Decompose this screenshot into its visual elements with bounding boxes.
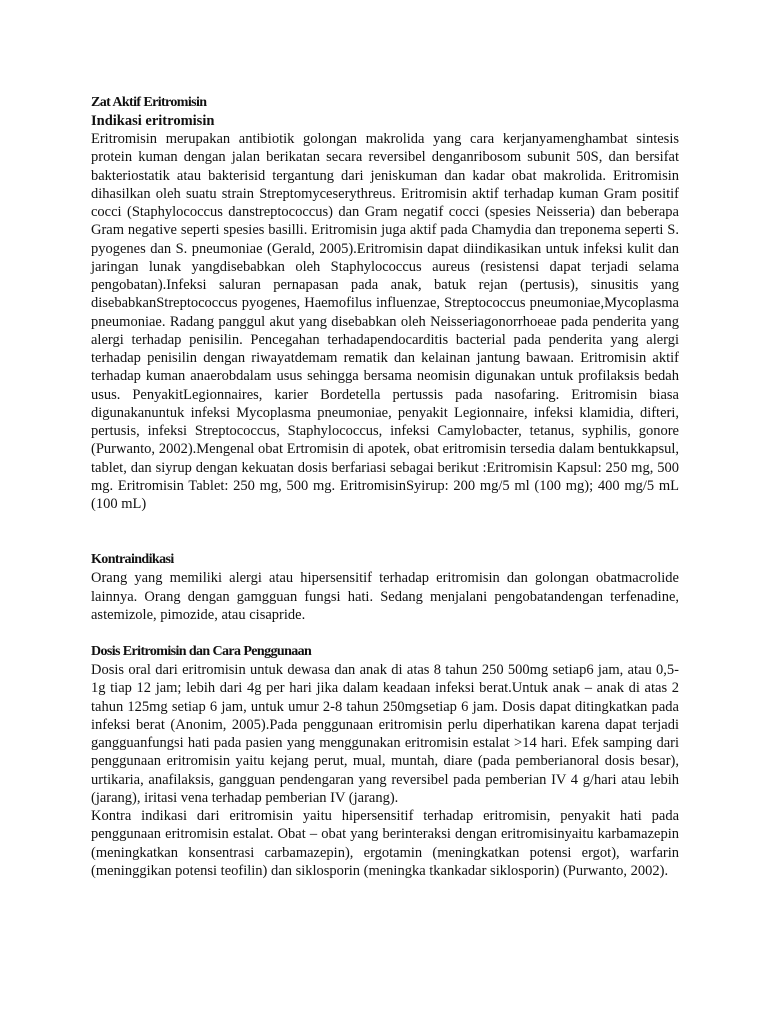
paragraph-kontraindikasi: Orang yang memiliki alergi atau hipersensitif terhadap eritromisin dan golongan obatmacrolide lainnya. Orang dengan gamgguan fungsi hati. Sedang menjalani pengobatandengan terfenadine, astemizole, pimozide, atau cisapride. <box>91 570 679 623</box>
paragraph-indikasi: Eritromisin merupakan antibiotik golongan makrolida yang cara kerjanyamenghambat sintesis protein kuman dengan jalan berikatan secara reversibel denganribosom subunit 50S, dan bersifat bakteriostatik atau bakterisid tergantung dari jeniskuman dan kadar obat makrolida. Eritromisin dihasilkan oleh suatu strain Streptomyceserythreus. Eritromisin aktif terhadap kuman Gram positif cocci (Staphylococcus danstreptococcus) dan Gram negatif cocci (spesies Neisseria) dan beberapa Gram negative seperti spesies basilli. Eritromisin juga aktif pada Chamydia dan treponema seperti S. pyogenes dan S. pneumoniae (Gerald, 2005).Eritromisin dapat diindikasikan untuk infeksi kulit dan jaringan lunak yangdisebabkan oleh Staphylococcus aureus (resistensi dapat terjadi selama pengobatan).Infeksi saluran pernapasan pada anak, batuk rejan (pertusis), sinusitis yang disebabkanStreptococcus pyogenes, Haemofilus influenzae, Streptococcus pneumoniae,Mycoplasma pneumoniae. Radang panggul akut yang disebabkan oleh Neisseriagonorrhoeae pada penderita yang alergi terhadap penisilin. Pencegahan terhadapendocarditis bacterial pada penderita yang alergi terhadap penisilin dengan riwayatdemam rematik dan kelainan jantung bawaan. Eritromisin aktif terhadap kuman anaerobdalam usus sehingga bersama neomisin digunakan untuk profilaksis bedah usus. PenyakitLegionnaires, karier Bordetella pertussis pada nasofaring. Eritromisin biasa digunakanuntuk infeksi Mycoplasma pneumoniae, penyakit Legionnaire, infeksi klamidia, difteri, pertusis, infeksi Streptococcus, Staphylococcus, infeksi Camylobacter, tetanus, syphilis, gonore (Purwanto, 2002).Mengenal obat Ertromisin di apotek, obat eritromisin tersedia dalam bentukkapsul, tablet, dan siyrup dengan kekuatan dosis berfariasi sebagai berikut :Eritromisin Kapsul: 250 mg, 500 mg. Eritromisin Tablet: 250 mg, 500 mg. EritromisinSyirup: 200 mg/5 ml (100 mg); 400 mg/5 mL (100 mL) <box>91 131 679 512</box>
section-spacer <box>91 624 679 643</box>
paragraph-kontra-indikasi-interaksi: Kontra indikasi dari eritromisin yaitu hipersensitif terhadap eritromisin, penyakit hati pada penggunaan eritromisin estalat. Obat – obat yang berinteraksi dengan eritromisinyaitu karbamazepin (meningkatkan konsentrasi carbamazepin), ergotamin (meningkatkan potensi ergot), warfarin (meninggikan potensi teofilin) dan siklosporin (meningka tkankadar siklosporin) (Purwanto, 2002). <box>91 808 679 879</box>
paragraph-dosis: Dosis oral dari eritromisin untuk dewasa dan anak di atas 8 tahun 250 500mg setiap6 jam, atau 0,5-1g tiap 12 jam; lebih dari 4g per hari jika dalam keadaan infeksi berat.Untuk anak – anak di atas 2 tahun 125mg setiap 6 jam, untuk umur 2-8 tahun 250mgsetiap 6 jam. Dosis dapat ditingkatkan pada infeksi berat (Anonim, 2005).Pada penggunaan eritromisin perlu diperhatikan karena dapat terjadi gangguanfungsi hati pada pasien yang menggunakan eritromisin estalat >14 hari. Efek samping dari penggunaan eritromisin yaitu kejang perut, mual, muntah, diare (pada pemberianoral dosis besar), urtikaria, anafilaksis, gangguan pendengaran yang reversibel pada pemberian IV 4 g/hari atau lebih (jarang), iritasi vena terhadap pemberian IV (jarang). <box>91 662 679 806</box>
section-title-dosis: Dosis Eritromisin dan Cara Penggunaan <box>91 644 312 659</box>
section-title-kontraindikasi: Kontraindikasi <box>91 552 174 568</box>
section-title-zat-aktif: Zat Aktif Eritromisin <box>91 95 207 110</box>
section-spacer <box>91 513 679 551</box>
section-subtitle-indikasi: Indikasi eritromisin <box>91 113 215 129</box>
document-body <box>91 94 679 880</box>
